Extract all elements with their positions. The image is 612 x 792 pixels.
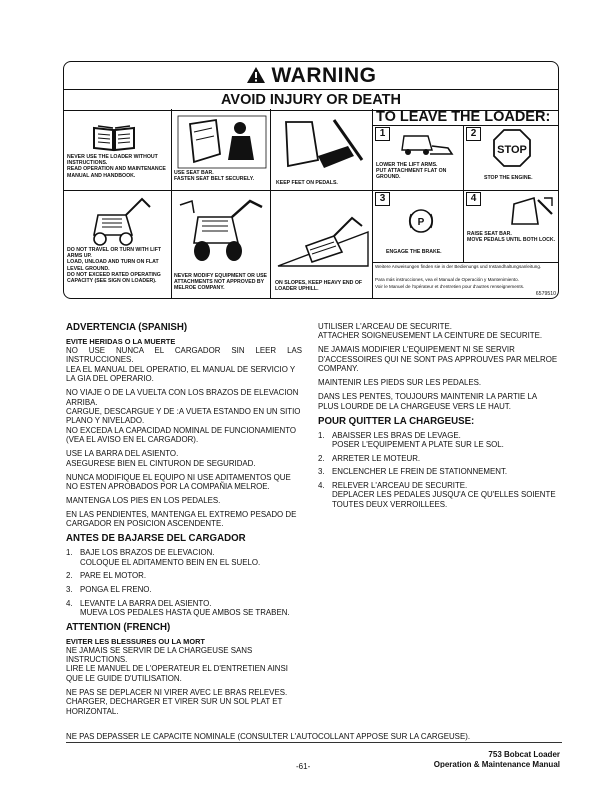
lower-lift-arms-icon — [394, 130, 456, 156]
divider — [64, 190, 372, 191]
advertencia-heading: ADVERTENCIA (SPANISH) — [66, 322, 188, 333]
step-number-4: 4 — [466, 192, 481, 206]
manual-book-icon — [92, 122, 136, 152]
list-item: 2. PARE EL MOTOR. — [66, 571, 147, 581]
spanish-french-column — [66, 322, 302, 716]
manual-title: Operation & Maintenance Manual — [433, 760, 560, 768]
page-number: -61- — [296, 762, 311, 771]
warning-triangle-icon — [246, 66, 266, 84]
slopes-cell-text: ON SLOPES, KEEP HEAVY END OF LOADER UPHILL. — [275, 280, 363, 293]
part-number: 6579510 — [535, 291, 556, 297]
leave-loader-title: TO LEAVE THE LOADER: — [376, 109, 551, 125]
step-number-1: 1 — [375, 127, 390, 141]
list-item: 3. ENCLENCHER LE FREIN DE STATIONNEMENT. — [318, 467, 508, 477]
antes-heading: ANTES DE BAJARSE DEL CARGADOR — [66, 533, 246, 545]
parking-brake-icon — [408, 208, 434, 234]
divider — [372, 125, 558, 126]
divider — [171, 109, 172, 298]
french-paragraph: NE PAS SE DEPLACER NI VIRER AVEC LE BRAS RELEVES. — [66, 687, 288, 697]
divider — [463, 125, 464, 262]
french-note: Voir le Manuel de l'opérateur et d'entretien pour d'autres renseignements. — [375, 284, 525, 289]
spanish-paragraph: MANTENGA LOS PIES EN LOS PEDALES. — [66, 496, 221, 506]
french-paragraph: CHARGER, DECHARGER ET VIRER SUR UN SOL PLAT ET HORIZONTAL. — [66, 697, 283, 716]
spanish-paragraph: LEA EL MANUAL DEL OPERATIO, EL MANUAL DE SERVICIO Y LA GIA DEL OPERARIO. — [66, 364, 296, 384]
seat-belt-icon — [176, 114, 268, 170]
list-item: 1. BAJE LOS BRAZOS DE ELEVACION. COLOQUE EL ADITAMENTO BEIN EN EL SUELO. — [66, 548, 261, 567]
step-1-text: LOWER THE LIFT ARMS. PUT ATTACHMENT FLAT ON GROUND. — [376, 162, 447, 181]
french-paragraph: LIRE LE MANUEL DE L'OPERATEUR EL D'ENTRETIEN AINSI QUE LE GUIDE D'UTILISATION. — [66, 664, 288, 683]
decal-subheader: AVOID INJURY OR DEATH — [64, 89, 558, 111]
french-paragraph: NE JAMAIS MODIFIER L'EQUIPEMENT NI SE SERVIR D'ACCESSOIRES QUI NE SONT PAS APPROUVES PAR MELROE COMPANY. — [318, 345, 558, 374]
french-paragraph: UTILISER L'ARCEAU DE SECURITE. — [318, 322, 452, 331]
model-name: 753 Bobcat Loader — [488, 750, 560, 759]
decal-header-text: WARNING — [271, 64, 377, 87]
slope-loader-icon — [276, 212, 370, 268]
french-paragraph: NE JAMAIS SE SERVIR DE LA CHARGEUSE SANS INSTRUCTIONS. — [66, 645, 253, 665]
spanish-paragraph: USE LA BARRA DEL ASIENTO. — [66, 449, 179, 459]
list-item: 2. ARRETER LE MOTEUR. — [318, 453, 421, 463]
list-item: 1. ABAISSER LES BRAS DE LEVAGE. POSER L'EQUIPEMENT A PLATE SUR LE SOL. — [318, 430, 504, 450]
spanish-paragraph: EN LAS PENDIENTES, MANTENGA EL EXTREMO PESADO DE CARGADOR EN POSICION ASCENDENTE. — [66, 510, 297, 529]
pedals-cell-text: KEEP FEET ON PEDALS. — [276, 180, 338, 186]
spanish-paragraph: CARGUE, DESCARGUE Y DE :A VUETA ESTANDO EN UN SITIO PLANO Y NIVELADO. — [66, 407, 301, 426]
loader-travel-icon — [82, 195, 152, 247]
french-column — [318, 322, 558, 513]
divider — [372, 190, 558, 191]
step-3-text: ENGAGE THE BRAKE. — [386, 249, 442, 255]
pour-quitter-heading: POUR QUITTER LA CHARGEUSE: — [318, 415, 475, 427]
book-cell-text: NEVER USE THE LOADER WITHOUT INSTRUCTIONS. READ OPERATION AND MAINTENANCE MANUAL AND HANDBOOK. — [67, 154, 166, 179]
divider — [372, 262, 558, 263]
step-2-text: STOP THE ENGINE. — [484, 175, 533, 181]
footer-rule — [66, 742, 562, 743]
spanish-paragraph: NO EXCEDA LA CAPACIDAD NOMINAL DE FUNCIONAMIENTO (VEA EL AVISO EN EL CARGADOR). — [66, 425, 297, 445]
step-4-text: RAISE SEAT BAR. MOVE PEDALS UNTIL BOTH LOCK. — [467, 231, 556, 244]
eviter-heading: EVITER LES BLESSURES OU LA MORT — [66, 636, 205, 646]
spanish-paragraph: NO VIAJE O DE LA VUELTA CON LOS BRAZOS DE ELEVACION ARRIBA. — [66, 388, 299, 407]
warning-decal — [63, 61, 559, 299]
step-number-3: 3 — [375, 192, 390, 206]
french-paragraph: ATTACHER SOIGNEUSEMENT LA CEINTURE DE SECURITE. — [318, 331, 543, 341]
raise-seat-bar-icon — [504, 194, 556, 228]
feet-on-pedals-icon — [278, 116, 366, 176]
decal-header — [64, 62, 558, 89]
attention-heading: ATTENTION (FRENCH) — [66, 621, 171, 633]
spanish-paragraph: ASEGURESE BIEN EL CINTURON DE SEGURIDAD. — [66, 458, 256, 468]
list-item: 4. RELEVER L'ARCEAU DE SECURITE. DEPLACER LES PEDALES JUSQU'A CE QU'ELLES SOIENTE TOUTES DEUX VERROILLEES. — [318, 480, 556, 509]
list-item: 4. LEVANTE LA BARRA DEL ASIENTO. MUEVA LOS PEDALES HASTA QUE AMBOS SE TRABEN. — [66, 598, 290, 618]
spanish-paragraph: NO USE NUNCA EL CARGADOR SIN LEER LAS INSTRUCCIONES. — [66, 346, 302, 365]
travel-cell-text: DO NOT TRAVEL OR TURN WITH LIFT ARMS UP. LOAD, UNLOAD AND TURN ON FLAT LEVEL GROUND. DO NOT EXCEED RATED OPERATING CAPACITY (SEE SIGN ON LOADER). — [67, 247, 162, 285]
divider — [270, 109, 271, 298]
brake-icon-label: P — [417, 217, 425, 228]
french-paragraph-wide: NE PAS DEPASSER LE CAPACITE NOMINALE (CONSULTER L'AUTOCOLLANT APPOSE SUR LA CARGEUSE). — [66, 732, 471, 741]
list-item: 3. PONGA EL FRENO. — [66, 585, 152, 595]
stop-engine-icon — [492, 128, 532, 168]
seatbelt-cell-text: USE SEAT BAR. FASTEN SEAT BELT SECURELY. — [174, 170, 255, 183]
spanish-note: Para más instrucciones, vea el Manual de Operación y Mantenimiento. — [375, 277, 520, 282]
german-note: Weitere Anweisungen finden sie in der Bedienungs und Instandhaltungsanleitung. — [375, 264, 542, 269]
step-number-2: 2 — [466, 127, 481, 141]
french-paragraph: MAINTENIR LES PIEDS SUR LES PEDALES. — [318, 378, 482, 388]
divider — [372, 109, 373, 298]
loader-attachment-icon — [176, 195, 266, 267]
spanish-paragraph: NUNCA MODIFIQUE EL EQUIPO NI USE ADITAMENTOS QUE NO ESTEN APROBADOS POR LA COMPAÑIA MELROE. — [66, 472, 291, 492]
stop-icon-label: STOP — [497, 144, 527, 156]
evite-heading: EVITE HERIDAS O LA MUERTE — [66, 337, 176, 346]
french-paragraph: DANS LES PENTES, TOUJOURS MAINTENIR LA PARTIE LA PLUS LOURDE DE LA CHARGEUSE VERS LE HAUT. — [318, 392, 537, 411]
modify-cell-text: NEVER MODIFY EQUIPMENT OR USE ATTACHMENTS NOT APPROVED BY MELROE COMPANY. — [174, 273, 268, 292]
